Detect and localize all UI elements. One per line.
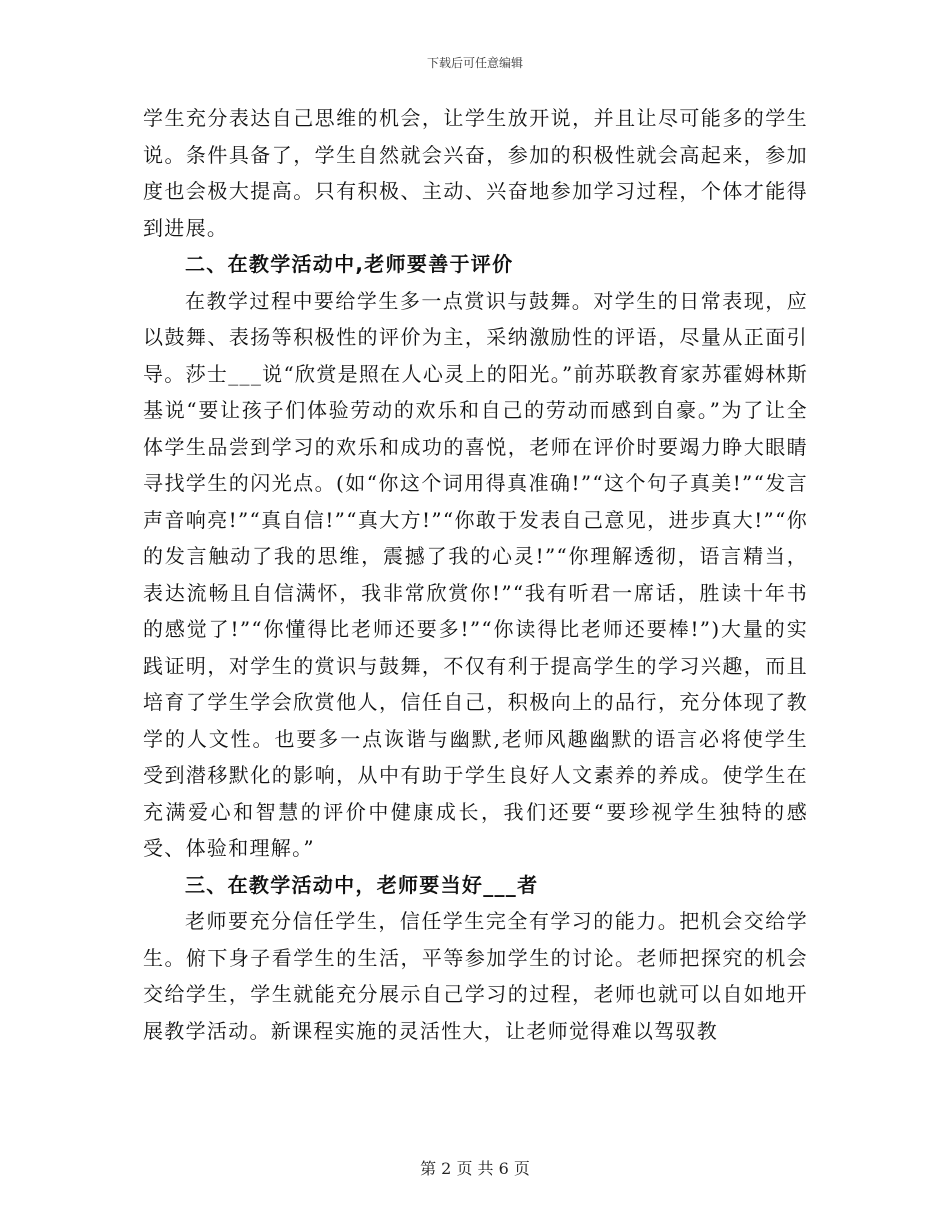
paragraph-trust: 老师要充分信任学生，信任学生完全有学习的能力。把机会交给学生。俯下身子看学生的生活，平等参加学生的讨论。老师把探究的机会交给学生，学生就能充分展示自己学习的过程，老师也就可以自如地开展教学活动。新课程实施的灵活性大，让老师觉得难以驾驭教 — [143, 909, 808, 1043]
paragraph-evaluation: 在教学过程中要给学生多一点赏识与鼓舞。对学生的日常表现，应以鼓舞、表扬等积极性的评价为主，采纳激励性的评语，尽量从正面引导。莎士___说“欣赏是照在人心灵上的阳光。”前苏联教育家苏霍姆林斯基说“要让孩子们体验劳动的欢乐和自己的劳动而感到自豪。”为了让全体学生品尝到学习的欢乐和成功的喜悦，老师在评价时要竭力睁大眼睛寻找学生的闪光点。(如“你这个词用得真准确!”“这个句子真美!”“发言声音响亮!”“真自信!”“真大方!”“你敢于发表自己意见，进步真大!”“你的发言触动了我的思维，震撼了我的心灵!”“你理解透彻，语言精当，表达流畅且自信满怀，我非常欣赏你!”“我有听君一席话，胜读十年书的感觉了!”“你懂得比老师还要多!”“你读得比老师还要棒!”)大量的实践证明，对学生的赏识与鼓舞，不仅有利于提高学生的学习兴趣，而且培育了学生学会欣赏他人，信任自己，积极向上的品行，充分体现了教学的人文性。也要多一点诙谐与幽默,老师风趣幽默的语言必将使学生受到潜移默化的影响，从中有助于学生良好人文素养的养成。使学生在充满爱心和智慧的评价中健康成长，我们还要“要珍视学生独特的感受、体验和理解。” — [143, 288, 808, 860]
page-header: 下载后可任意编辑 — [426, 56, 523, 70]
page-footer: 第 2 页 共 6 页 — [420, 1159, 530, 1178]
paragraph-continuation: 学生充分表达自己思维的机会，让学生放开说，并且让尽可能多的学生说。条件具备了，学生自然就会兴奋，参加的积极性就会高起来，参加度也会极大提高。只有积极、主动、兴奋地参加学习过程，个体才能得到进展。 — [143, 106, 808, 240]
section-heading-2: 二、在教学活动中,老师要善于评价 — [185, 252, 514, 276]
section-heading-3: 三、在教学活动中，老师要当好___者 — [185, 872, 539, 897]
document-body — [143, 100, 808, 1049]
